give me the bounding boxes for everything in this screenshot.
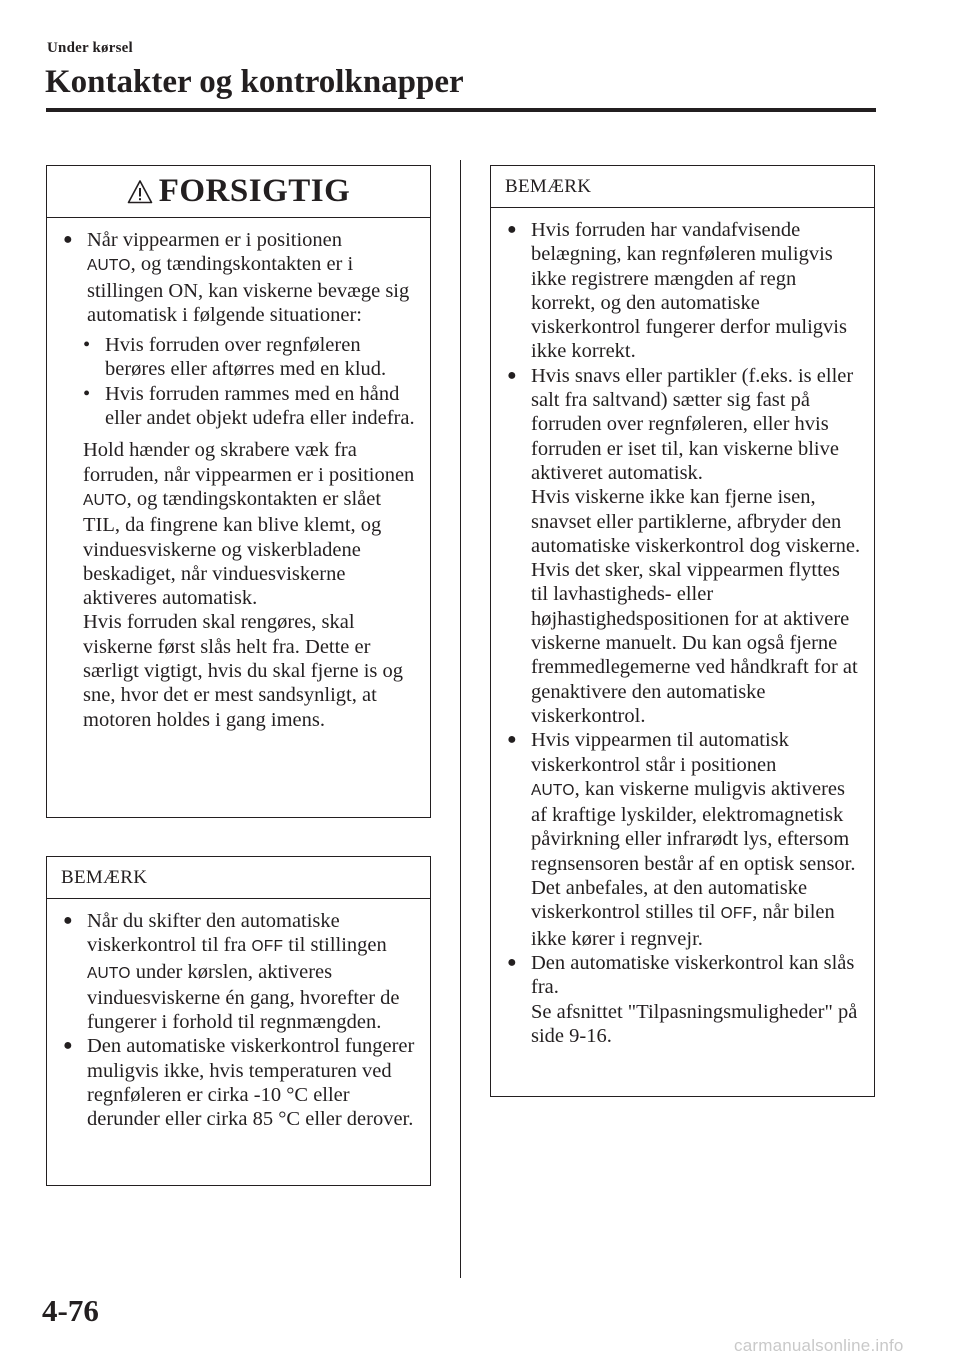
auto-position-label: AUTO — [531, 781, 575, 799]
note-item-text: Hvis vippearmen til automatisk viskerkontrol står i positionen — [531, 729, 789, 776]
section-label: Under kørsel — [47, 40, 133, 56]
auto-position-label: AUTO — [87, 964, 131, 982]
bullet: ● — [507, 221, 517, 238]
note-item — [63, 909, 418, 1034]
caution-item — [63, 228, 418, 327]
caution-item-text: Når vippearmen er i positionen — [87, 229, 343, 251]
warning-triangle-icon — [127, 179, 153, 205]
note-item-text: til stillingen — [288, 934, 387, 957]
note-item-text: Hvis snavs eller partikler (f.eks. is eller salt fra saltvand) sætter sig fast på forruden over regnføleren, eller hvis forruden er iset til, kan viskerne blive aktiveret automatisk. — [531, 364, 854, 484]
caution-title: FORSIGTIG — [158, 173, 351, 209]
note-item-text: under kørslen, aktiveres vinduesviskerne én gang, hvorefter de fungerer i forhold til regnmængden. — [87, 960, 400, 1034]
caution-paragraph-text: , og tændingskontakten er slået TIL, da fingrene kan blive klemt, og vinduesviskerne og viskerbladene beskadiget, når vinduesviskerne aktiveres automatisk. — [83, 487, 382, 610]
note-item-text: Hvis forruden har vandafvisende belægning, kan regnføleren muligvis ikke registrere mængden af regn korrekt, og den automatiske viskerkontrol fungerer derfor muligvis ikke korrekt. — [531, 219, 847, 363]
note-header: BEMÆRK — [491, 166, 874, 208]
note-item — [63, 1034, 418, 1131]
note-item — [507, 951, 862, 1048]
bullet: ● — [63, 231, 73, 248]
note-box-right — [490, 165, 875, 1097]
bullet: ● — [63, 912, 73, 929]
sub-bullet: • — [83, 382, 91, 405]
caution-paragraph-text: Hvis forruden skal rengøres, skal viskerne først slås helt fra. Dette er særligt vigtigt, hvis du skal fjerne is og sne, hvor det er mest sandsynligt, at motoren holdes i gang imens. — [83, 611, 404, 731]
note-box-left — [46, 856, 431, 1186]
watermark: carmanualsonline.info — [734, 1336, 904, 1355]
note-item-text: Se afsnittet "Tilpasningsmuligheder" på side 9-16. — [531, 1000, 858, 1047]
page-title: Kontakter og kontrolknapper — [45, 64, 464, 100]
caution-sub-item-text: Hvis forruden rammes med en hånd eller andet objekt udefra eller indefra. — [105, 382, 415, 430]
note-item — [507, 218, 862, 364]
sub-bullet: • — [83, 334, 91, 357]
note-item-text: , når bilen ikke kører i regnvejr. — [531, 901, 835, 950]
bullet: ● — [63, 1037, 73, 1055]
off-position-label: OFF — [251, 938, 284, 956]
note-item-text: , kan viskerne muligvis aktiveres af kraftige lyskilder, elektromagnetisk påvirkning eller infrarødt lys, eftersom regnsensoren består af en optisk sensor. Det anbefales, at den automatiske viskerkontrol stilles til — [531, 777, 856, 924]
caution-sub-item — [83, 333, 418, 382]
bullet: ● — [507, 366, 517, 384]
caution-sub-item — [83, 382, 418, 431]
note-item-text: Hvis viskerne ikke kan fjerne isen, snavset eller partiklerne, afbryder den automatiske viskerkontrol dog viskerne. — [531, 486, 861, 557]
title-rule — [46, 108, 876, 112]
column-divider — [460, 160, 461, 1278]
bullet: ● — [507, 953, 517, 971]
note-item — [507, 364, 862, 728]
caution-header — [47, 166, 430, 218]
caution-sub-list — [83, 333, 418, 430]
note-item-text: Når du skifter den automatiske viskerkontrol til fra — [87, 910, 340, 957]
auto-position-label: AUTO — [83, 491, 127, 509]
caution-paragraph — [83, 438, 418, 732]
note-item-text: Den automatiske viskerkontrol fungerer muligvis ikke, hvis temperaturen ved regnføleren er cirka -10 °C eller derunder eller cirka 85 °C eller derover. — [87, 1035, 415, 1131]
bullet: ● — [507, 731, 517, 749]
note-body — [47, 899, 430, 1132]
auto-position-label: AUTO — [87, 257, 131, 275]
caution-body — [47, 218, 430, 732]
note-item — [507, 728, 862, 951]
note-header: BEMÆRK — [47, 857, 430, 899]
note-item-text: Den automatiske viskerkontrol kan slås fra. — [531, 951, 855, 999]
caution-paragraph-text: Hold hænder og skrabere væk fra forruden, når vippearmen er i positionen — [83, 439, 415, 486]
note-body — [491, 208, 874, 1048]
note-item-text: Hvis det sker, skal vippearmen flyttes til lavhastigheds- eller højhastighedspositionen for at aktivere viskerne manuelt. Du kan også fjerne fremmedlegemerne ved håndkraft for at genaktivere den automatiske viskerkontrol. — [531, 559, 858, 727]
caution-sub-item-text: Hvis forruden over regnføleren berøres eller aftørres med en klud. — [105, 334, 387, 381]
caution-box — [46, 165, 431, 818]
caution-item-text: , og tændingskontakten er i stillingen ON, kan viskerne bevæge sig automatisk i følgende situationer: — [87, 253, 410, 326]
off-position-label: OFF — [720, 905, 753, 923]
page-number: 4-76 — [42, 1293, 99, 1328]
